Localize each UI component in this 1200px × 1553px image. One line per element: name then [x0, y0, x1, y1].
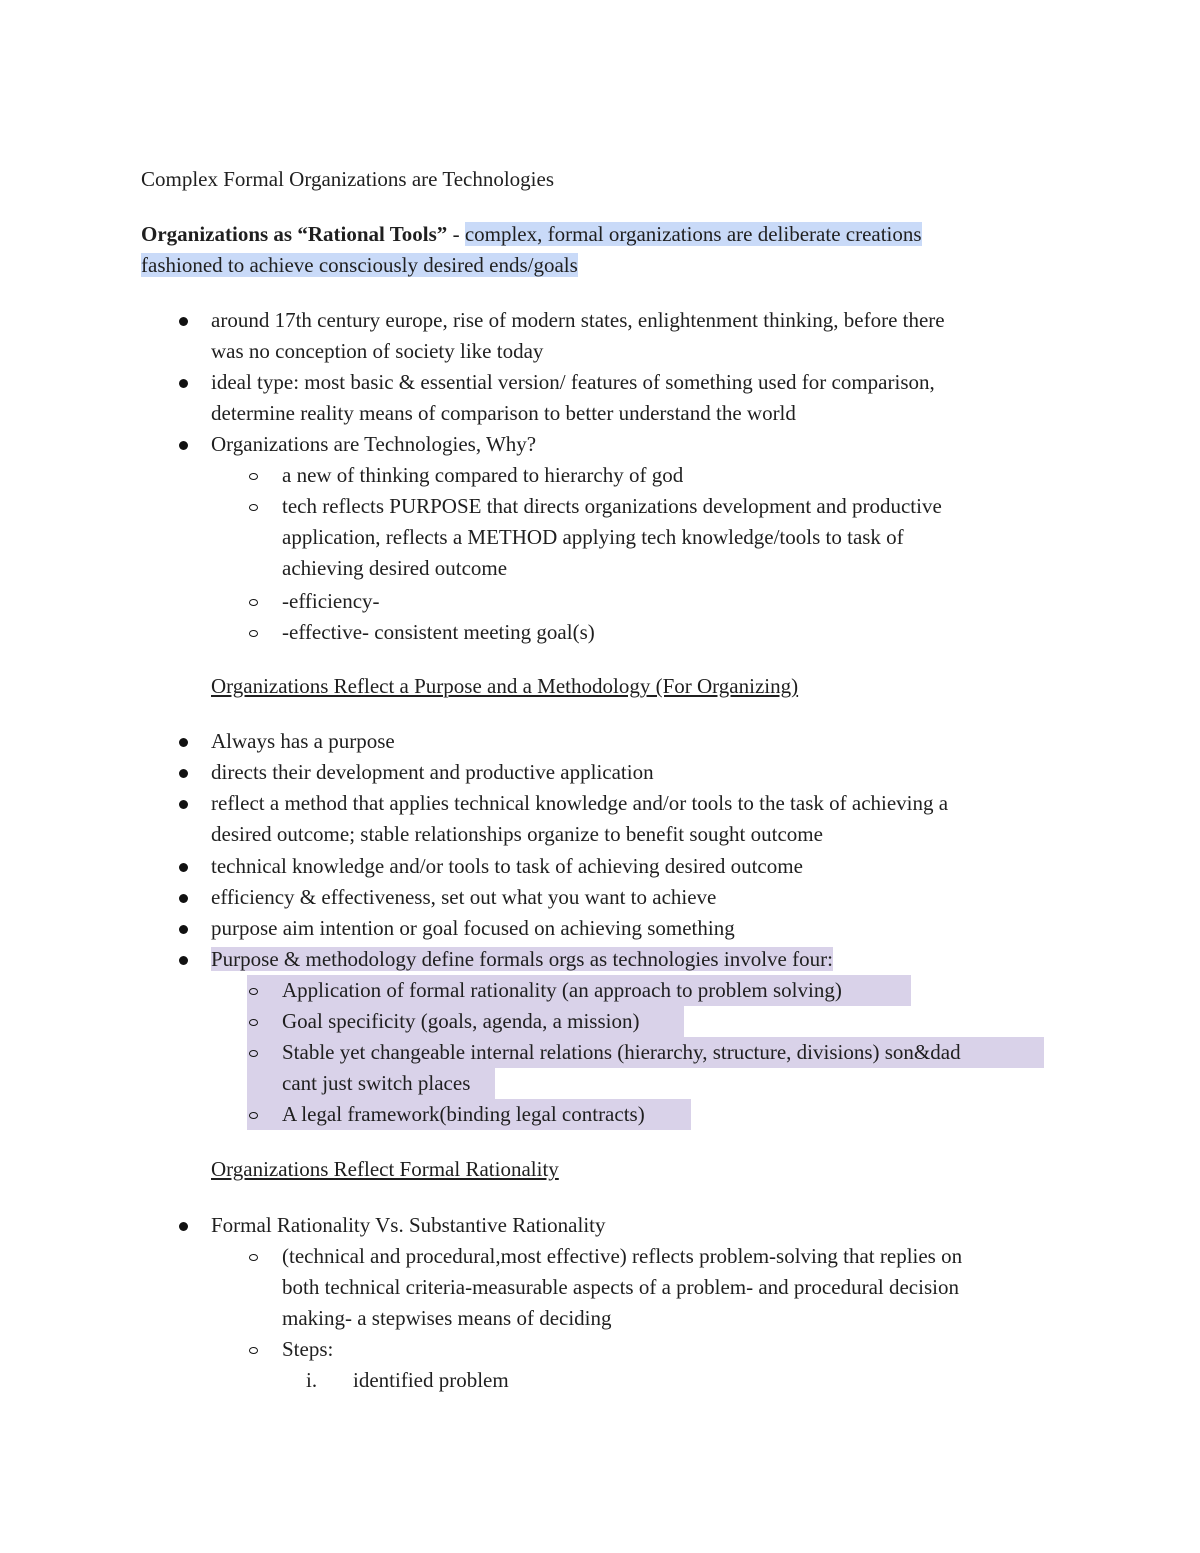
bullet-icon	[179, 317, 188, 326]
intro-line-1	[141, 219, 922, 250]
hollow-bullet-icon	[249, 988, 258, 995]
intro-definition-line-1: complex, formal organizations are deliberate creations	[464, 222, 922, 246]
hollow-bullet-icon	[249, 1254, 258, 1261]
list1-item-1-line-2: was no conception of society like today	[211, 339, 544, 363]
intro-line-2	[141, 250, 578, 281]
document-title: Complex Formal Organizations are Technologies	[141, 167, 554, 191]
section-heading-purpose-methodology: Organizations Reflect a Purpose and a Methodology (For Organizing)	[211, 674, 799, 698]
list2-item-3-line-2: desired outcome; stable relationships organize to benefit sought outcome	[211, 822, 823, 846]
intro-definition-line-2: fashioned to achieve consciously desired ends/goals	[141, 253, 578, 277]
list1-subitem-4: -effective- consistent meeting goal(s)	[282, 620, 595, 644]
list3-subitem-1-line-3: making- a stepwises means of deciding	[282, 1306, 612, 1330]
bullet-icon	[179, 894, 188, 903]
bullet-icon	[179, 738, 188, 747]
list2-subitem-1: Application of formal rationality (an approach to problem solving)	[282, 978, 842, 1002]
list2-item-2: directs their development and productive application	[211, 760, 654, 784]
bullet-icon	[179, 863, 188, 872]
list2-item-5: efficiency & effectiveness, set out what you want to achieve	[211, 885, 717, 909]
list2-subitem-2: Goal specificity (goals, agenda, a mission)	[282, 1009, 640, 1033]
list3-subitem-1-line-1: (technical and procedural,most effective) reflects problem-solving that replies on	[282, 1244, 963, 1268]
hollow-bullet-icon	[249, 1050, 258, 1057]
list2-subitem-3-line-1: Stable yet changeable internal relations (hierarchy, structure, divisions) son&dad	[282, 1040, 961, 1064]
list1-subitem-2-line-2: application, reflects a METHOD applying tech knowledge/tools to task of	[282, 525, 904, 549]
bullet-icon	[179, 441, 188, 450]
hollow-bullet-icon	[249, 1019, 258, 1026]
hollow-bullet-icon	[249, 473, 258, 480]
list2-item-4: technical knowledge and/or tools to task of achieving desired outcome	[211, 854, 803, 878]
list1-item-3: Organizations are Technologies, Why?	[211, 432, 537, 456]
intro-dash: -	[447, 222, 465, 246]
list1-subitem-3: -efficiency-	[282, 589, 380, 613]
list2-subitem-3-line-2: cant just switch places	[282, 1071, 471, 1095]
hollow-bullet-icon	[249, 630, 258, 637]
list1-subitem-1: a new of thinking compared to hierarchy of god	[282, 463, 684, 487]
bullet-icon	[179, 800, 188, 809]
hollow-bullet-icon	[249, 1112, 258, 1119]
list2-item-1: Always has a purpose	[211, 729, 395, 753]
list2-item-6: purpose aim intention or goal focused on achieving something	[211, 916, 735, 940]
bullet-icon	[179, 379, 188, 388]
list1-subitem-2-line-1: tech reflects PURPOSE that directs organizations development and productive	[282, 494, 942, 518]
bullet-icon	[179, 1222, 188, 1231]
bullet-icon	[179, 956, 188, 965]
hollow-bullet-icon	[249, 504, 258, 511]
intro-term: Organizations as “Rational Tools”	[141, 222, 448, 246]
list1-subitem-2-line-3: achieving desired outcome	[282, 556, 508, 580]
hollow-bullet-icon	[249, 1347, 258, 1354]
list3-subitem-2: Steps:	[282, 1337, 334, 1361]
hollow-bullet-icon	[249, 599, 258, 606]
roman-numeral-marker: i.	[306, 1368, 318, 1392]
list3-item-1: Formal Rationality Vs. Substantive Rationality	[211, 1213, 606, 1237]
list1-item-2-line-2: determine reality means of comparison to better understand the world	[211, 401, 796, 425]
list2-item-7-text: Purpose & methodology define formals orgs as technologies involve four:	[211, 947, 833, 971]
section-heading-formal-rationality: Organizations Reflect Formal Rationality	[211, 1157, 559, 1181]
list2-subitem-4: A legal framework(binding legal contracts)	[282, 1102, 645, 1126]
list1-item-1-line-1: around 17th century europe, rise of modern states, enlightenment thinking, before there	[211, 308, 945, 332]
list1-item-2-line-1: ideal type: most basic & essential version/ features of something used for comparison,	[211, 370, 935, 394]
bullet-icon	[179, 769, 188, 778]
list3-step-1: identified problem	[353, 1368, 509, 1392]
list2-item-7	[211, 944, 833, 975]
bullet-icon	[179, 925, 188, 934]
list2-item-3-line-1: reflect a method that applies technical knowledge and/or tools to the task of achieving a	[211, 791, 949, 815]
list3-subitem-1-line-2: both technical criteria-measurable aspects of a problem- and procedural decision	[282, 1275, 959, 1299]
